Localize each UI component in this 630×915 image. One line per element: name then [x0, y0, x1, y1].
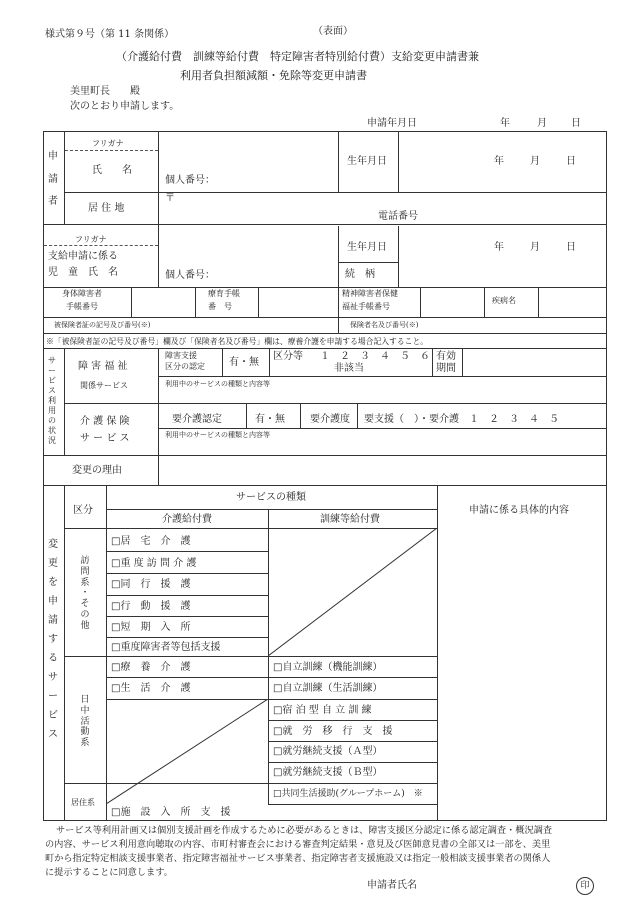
checkbox-training-function[interactable]: □自立訓練（機能訓練） [273, 662, 383, 673]
postal-mark: 〒 [165, 193, 175, 204]
ryoiku-card-label-2: 番 号 [208, 302, 232, 311]
current-service-label-2: 利用中のサービスの種類と内容等 [165, 431, 270, 439]
day-group-label: 日 中 活 動 系 [80, 695, 90, 749]
checkbox-severe-visit-care[interactable]: □重 度 訪 問 介 護 [111, 558, 197, 569]
checkbox-employment-transition[interactable]: □就 労 移 行 支 援 [273, 726, 393, 737]
consent-line-4: に提示することに同意します。 [45, 867, 173, 878]
service-types-header: サービスの種類 [236, 492, 306, 503]
side-label: （表面） [313, 26, 353, 37]
checkbox-facility-support[interactable]: □施 設 入 所 支 援 [111, 807, 231, 818]
usage-side-label: サ ー ビ ス 利 用 の 状 況 [48, 356, 56, 445]
seal-mark: 印 [576, 877, 594, 895]
insurance-note: ※「被保険者証の記号及び番号」欄及び「保険者名及び番号」欄は、療養介護を申請する場合記入すること。 [46, 337, 429, 346]
date-month: 月 [537, 118, 547, 129]
checkbox-behavior-support[interactable]: □行 動 援 護 [111, 601, 191, 612]
diagonal-slash-2 [106, 699, 268, 804]
child-birth-day: 日 [566, 242, 576, 253]
child-birth-year: 年 [494, 242, 504, 253]
kubun-label-2: 区分の認定 [165, 362, 205, 371]
applicant-birth-month: 月 [530, 156, 540, 167]
training-benefit-header: 訓練等給付費 [320, 514, 380, 525]
applicant-furigana: フリガナ [92, 139, 124, 148]
not-applicable: 非該当 [334, 363, 364, 374]
care-label-2: サ ー ビ ス [80, 433, 130, 444]
kubun-header: 区分 [73, 505, 93, 516]
mental-card-label-1: 精神障害者保健 [342, 289, 398, 298]
care-yes-no: 有・無 [255, 414, 285, 425]
checkbox-residential-training[interactable]: □宿 泊 型 自 立 訓 練 [273, 705, 372, 716]
child-label-2: 児 童 氏 名 [48, 267, 118, 278]
period-label-2: 期間 [436, 363, 456, 374]
grade-4: ４ [380, 351, 390, 362]
child-birth-label: 生年月日 [347, 242, 387, 253]
date-year: 年 [500, 118, 510, 129]
grade-3: ３ [360, 351, 370, 362]
care-cert-label: 要介護認定 [172, 414, 222, 425]
applicant-birth-day: 日 [566, 156, 576, 167]
care-benefit-header: 介護給付費 [162, 514, 212, 525]
applicant-birth-label: 生年月日 [347, 156, 387, 167]
change-side-label: 変 更 を 申 請 す る サ ー ビ ス [48, 539, 58, 740]
physical-card-label-2: 手帳番号 [66, 302, 98, 311]
physical-card-label-1: 身体障害者 [62, 289, 102, 298]
residence-group-label: 居住系 [71, 798, 95, 807]
kubun-yes-no: 有・無 [229, 357, 259, 368]
title-line-2: 利用者負担額減額・免除等変更申請書 [180, 69, 367, 82]
mental-card-label-2: 福祉手帳番号 [342, 302, 390, 311]
insurer-label: 保険者名及び番号(※) [350, 321, 419, 329]
kubun-label-1: 障害支援 [165, 351, 197, 360]
checkbox-employment-a[interactable]: □就労継続支援（Ａ型） [273, 746, 383, 757]
consent-line-1: サービス等利用計画又は個別支援計画を作成するために必要があるときは、障害支援区分認定に係る認定調査・概況調査 [56, 825, 553, 836]
welfare-label-1: 障 害 福 祉 [78, 361, 128, 372]
consent-line-3: 町から指定特定相談支援事業者、指定障害福祉サービス事業者、指定障害者支援施設又は指定一般相談支援事業者の関係人 [45, 853, 551, 864]
checkbox-training-life[interactable]: □自立訓練（生活訓練） [273, 683, 383, 694]
child-furigana: フリガナ [75, 235, 107, 244]
applicant-address-label: 居 住 地 [88, 203, 125, 214]
grade-5: ５ [400, 351, 410, 362]
addressee: 美里町長 殿 [70, 86, 140, 97]
checkbox-short-stay[interactable]: □短 期 入 所 [111, 622, 191, 633]
grade-6: ６ [420, 351, 430, 362]
ryoiku-card-label-1: 療育手帳 [208, 289, 240, 298]
welfare-label-2: 関係サービス [80, 381, 128, 390]
specific-content-header: 申請に係る具体的内容 [469, 505, 569, 516]
checkbox-medical-care[interactable]: □療 養 介 護 [111, 662, 191, 673]
checkbox-daily-life-care[interactable]: □生 活 介 護 [111, 683, 191, 694]
intro-text: 次のとおり申請します。 [70, 101, 180, 112]
checkbox-accompany-support[interactable]: □同 行 援 護 [111, 579, 191, 590]
checkbox-group-home[interactable]: □共同生活援助(グループホーム) ※ [273, 789, 423, 799]
applicant-name-label: 氏 名 [92, 165, 132, 176]
checkbox-employment-b[interactable]: □就労継続支援（Ｂ型） [273, 767, 383, 778]
diagonal-slash-1 [268, 528, 437, 656]
date-label: 申請年月日 [367, 118, 417, 129]
support-levels: 要支援（ ）・要介護 １ ２ ３ ４ ５ [364, 414, 559, 425]
signer-label: 申請者氏名 [367, 880, 417, 891]
visit-group-label: 訪 問 系 ・ そ の 他 [80, 556, 90, 631]
applicant-birth-year: 年 [494, 156, 504, 167]
applicant-personal-no: 個人番号： [165, 175, 215, 186]
grade-2: ２ [340, 351, 350, 362]
period-label-1: 有効 [436, 351, 456, 362]
date-day: 日 [571, 118, 581, 129]
insured-label: 被保険者証の記号及び番号(※) [54, 321, 151, 329]
consent-line-2: の内容、サービス利用意向聴取の内容、市町村審査会における審査判定結果・意見及び医師意見書の全部又は一部を、美里 [45, 839, 551, 850]
disease-label: 疾病名 [492, 296, 516, 305]
current-service-label-1: 利用中のサービスの種類と内容等 [165, 380, 270, 388]
title-line-1: （介護給付費 訓練等給付費 特定障害者特別給付費）支給変更申請書兼 [116, 50, 479, 63]
relation-label: 続 柄 [345, 269, 375, 280]
child-personal-no: 個人番号： [165, 270, 215, 281]
reason-label: 変更の理由 [72, 465, 122, 476]
grade-1: １ [320, 351, 330, 362]
phone-label: 電話番号 [378, 211, 418, 222]
care-label-1: 介 護 保 険 [80, 416, 130, 427]
checkbox-home-care[interactable]: □居 宅 介 護 [111, 536, 191, 547]
applicant-label: 申 請 者 [48, 151, 58, 207]
child-birth-month: 月 [530, 242, 540, 253]
checkbox-comprehensive-support[interactable]: □重度障害者等包括支援 [111, 642, 221, 653]
child-label-1: 支給申請に係る [48, 251, 118, 262]
care-level-label: 要介護度 [310, 414, 350, 425]
form-number: 様式第９号（第 11 条関係） [45, 29, 175, 40]
kubun-grade-label: 区分等 [273, 351, 303, 362]
